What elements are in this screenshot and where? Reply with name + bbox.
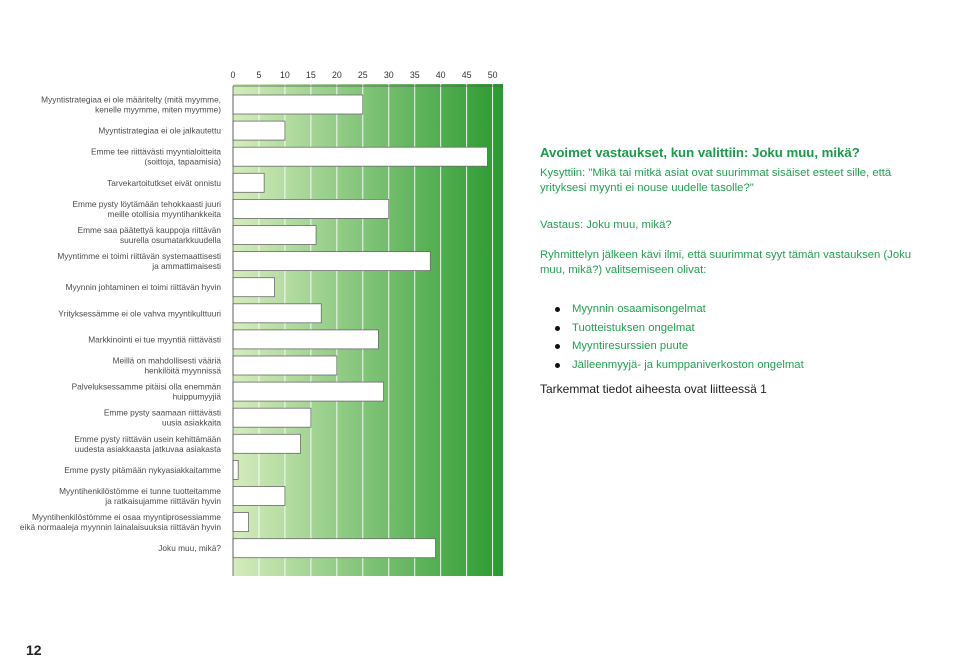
bar bbox=[233, 252, 430, 271]
bar bbox=[233, 330, 378, 349]
question-text: Kysyttiin: "Mikä tai mitkä asiat ovat suurimmat sisäiset esteet sille, että yrityksesi myynti ei nouse uudelle tasolle?" bbox=[540, 167, 892, 194]
bar bbox=[233, 147, 487, 166]
category-label: Myyntihenkilöstömme ei tunne tuotteitamme ja ratkaisujamme riittävän hyvin bbox=[59, 486, 221, 506]
x-tick-label: 35 bbox=[409, 70, 420, 80]
section-heading: Avoimet vastaukset, kun valittiin: Joku muu, mikä? bbox=[540, 145, 860, 160]
bar bbox=[233, 278, 275, 297]
bar bbox=[233, 199, 389, 218]
bar bbox=[233, 460, 238, 479]
category-label: Emme tee riittävästi myyntialoitteita (soittoja, tapaamisia) bbox=[90, 146, 221, 167]
page-number: 12 bbox=[26, 642, 42, 658]
category-label: Markkinointi ei tue myyntiä riittävästi bbox=[88, 334, 221, 345]
category-label: Meillä on mahdollisesti vääriä henkilöitä myynnissä bbox=[112, 355, 221, 376]
x-tick-label: 15 bbox=[305, 70, 316, 80]
category-label: Emme pysty löytämään tehokkaasti juuri meille otollisia myyntihankkeita bbox=[72, 198, 221, 219]
bar bbox=[233, 95, 363, 114]
category-label: Emme pysty pitämään nykyasiakkaitamme bbox=[64, 464, 221, 475]
bar bbox=[233, 487, 285, 506]
bar bbox=[233, 121, 285, 140]
bar bbox=[233, 513, 249, 532]
x-tick-label: 30 bbox=[383, 70, 394, 80]
bar bbox=[233, 356, 337, 375]
x-tick-label: 20 bbox=[331, 70, 342, 80]
bar bbox=[233, 539, 436, 558]
category-label: Myynnin johtaminen ei toimi riittävän hyvin bbox=[65, 282, 221, 293]
x-tick-label: 25 bbox=[357, 70, 368, 80]
list-item: Tuotteistuksen ongelmat bbox=[572, 319, 920, 338]
list-item: Jälleenmyyjä- ja kumppaniverkoston ongelmat bbox=[572, 356, 920, 375]
bar bbox=[233, 304, 321, 323]
category-label: Emme saa päätettyä kauppoja riittävän suurella osumatarkkuudella bbox=[77, 225, 221, 245]
category-label: Myyntistrategiaa ei ole jalkautettu bbox=[98, 125, 221, 136]
bar bbox=[233, 382, 384, 401]
open-answers-panel bbox=[540, 145, 920, 408]
category-label: Joku muu, mikä? bbox=[158, 543, 221, 554]
category-label: Palveluksessamme pitäisi olla enemmän huippumyyjiä bbox=[71, 381, 221, 402]
bullet-icon bbox=[555, 326, 560, 331]
appendix-note: Tarkemmat tiedot aiheesta ovat liitteessä 1 bbox=[540, 382, 767, 396]
x-tick-label: 0 bbox=[230, 70, 236, 80]
category-label: Emme pysty saamaan riittävästi uusia asiakkaita bbox=[103, 407, 221, 428]
category-label: Tarvekartoitutkset eivät onnistu bbox=[107, 177, 221, 188]
category-label: Myyntistrategiaa ei ole määritelty (mitä myymme, kenelle myymme, miten myymme) bbox=[41, 94, 221, 115]
bar bbox=[233, 173, 264, 192]
x-tick-label: 50 bbox=[487, 70, 498, 80]
category-label: Myyntihenkilöstömme ei osaa myyntiprosessiamme eikä normaaleja myynnin lainalaisuuksia riittävän hyvin bbox=[19, 512, 221, 533]
x-tick-label: 40 bbox=[435, 70, 446, 80]
x-tick-label: 10 bbox=[280, 70, 290, 80]
intro-text: Ryhmittelyn jälkeen kävi ilmi, että suurimmat syyt tämän vastauksen (Joku muu, mikä?) valitsemiseen olivat: bbox=[540, 249, 912, 276]
list-item: Myynnin osaamisongelmat bbox=[572, 300, 920, 319]
x-tick-label: 45 bbox=[461, 70, 472, 80]
bar bbox=[233, 226, 316, 245]
bullet-icon bbox=[555, 307, 560, 312]
bullet-icon bbox=[555, 344, 560, 349]
reasons-list bbox=[540, 300, 920, 374]
bar bbox=[233, 434, 301, 453]
list-item: Myyntiresurssien puute bbox=[572, 337, 920, 356]
category-label: Yrityksessämme ei ole vahva myyntikulttuuri bbox=[58, 308, 221, 319]
bullet-icon bbox=[555, 363, 560, 368]
category-label: Emme pysty riittävän usein kehittämään uudesta asiakkaasta jatkuvaa asiakasta bbox=[74, 433, 221, 454]
category-label: Myyntimme ei toimi riittävän systemaattisesti ja ammattimaisesti bbox=[57, 251, 221, 272]
bar bbox=[233, 408, 311, 427]
answer-text: Vastaus: Joku muu, mikä? bbox=[540, 219, 672, 231]
x-tick-label: 5 bbox=[256, 70, 262, 80]
